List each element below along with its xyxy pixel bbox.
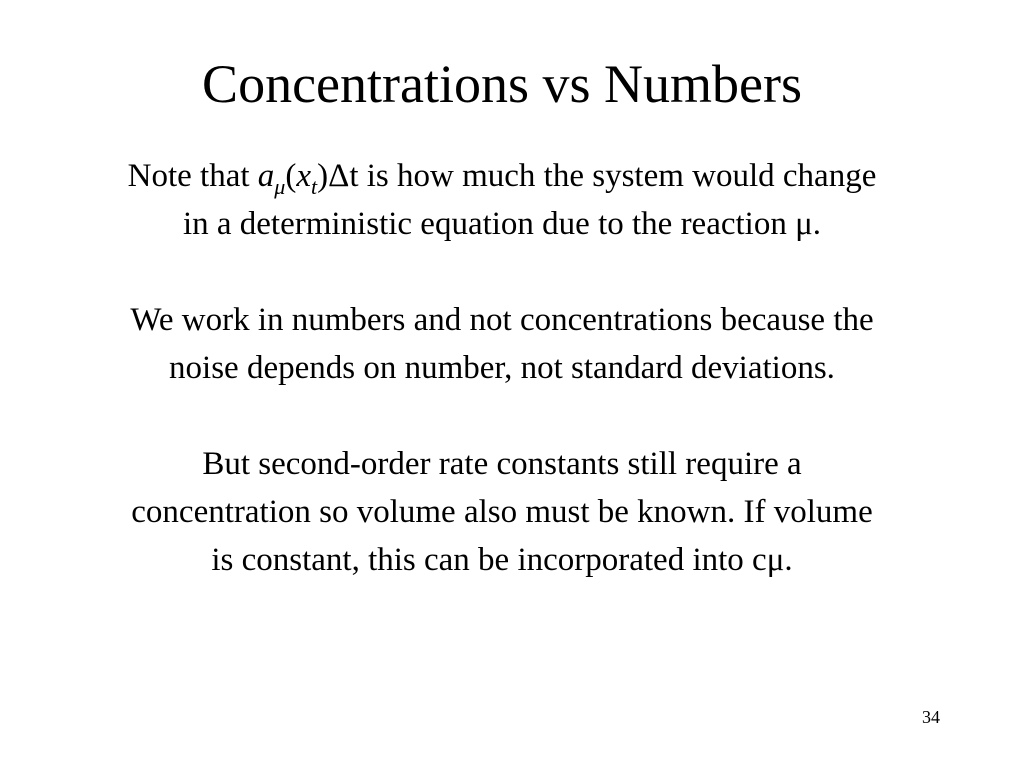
page-number: 34 xyxy=(922,707,940,727)
paragraph-line: noise depends on number, not standard deviations. xyxy=(169,350,835,386)
paragraph-propensity-note xyxy=(32,152,972,248)
paragraph-line: in a deterministic equation due to the reaction μ. xyxy=(182,206,822,242)
paragraph-line: concentration so volume also must be known. If volume xyxy=(131,494,873,530)
text-run: )Δt is how much the system would change xyxy=(317,158,877,194)
paragraph-line: But second-order rate constants still require a xyxy=(202,446,802,482)
paragraph-line: is constant, this can be incorporated into cμ. xyxy=(211,542,793,578)
paragraph-numbers-vs-concentrations xyxy=(32,296,972,392)
paragraph-second-order-rates xyxy=(32,440,972,584)
state-subscript: t xyxy=(311,174,318,199)
slide-title: Concentrations vs Numbers xyxy=(202,54,802,114)
slide-body xyxy=(32,152,972,584)
paragraph-line xyxy=(32,152,972,200)
propensity-subscript: μ xyxy=(274,174,286,199)
state-symbol: x xyxy=(296,158,311,194)
text-run: Note that xyxy=(127,158,258,194)
paragraph-line: We work in numbers and not concentrations because the xyxy=(130,302,874,338)
propensity-symbol: a xyxy=(257,158,275,194)
text-run: ( xyxy=(285,158,297,194)
